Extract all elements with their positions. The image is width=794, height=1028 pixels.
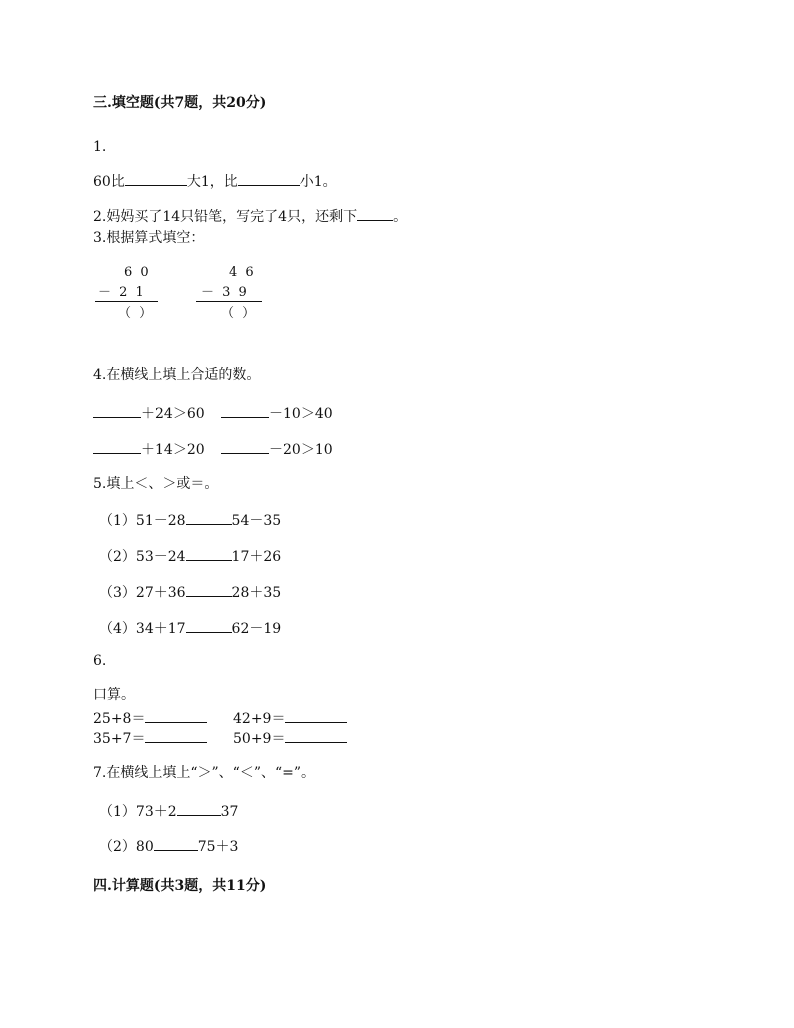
q5-item-3-right: 28＋35 <box>231 585 282 601</box>
section-4-heading: 四.计算题(共3题，共11分) <box>93 878 267 894</box>
q5-item-2-left: （2）53－24 <box>99 549 186 565</box>
q3-calc-2-top: 4 6 <box>229 265 256 280</box>
q6-item-4-expr: 50+9＝ <box>233 731 286 747</box>
q4-blank-1[interactable] <box>93 405 141 418</box>
q5-blank-1[interactable] <box>186 512 232 525</box>
q4-prompt: 4.在横线上填上合适的数。 <box>93 367 261 383</box>
q3-calc-2-answer[interactable]: （ ） <box>221 306 258 321</box>
q5-blank-4[interactable] <box>186 620 232 633</box>
q4-row-2-right <box>221 441 333 457</box>
q6-blank-1[interactable] <box>145 710 207 723</box>
q7-blank-2[interactable] <box>154 838 198 851</box>
q1-text-b: 大1，比 <box>186 174 238 190</box>
q6-item-3 <box>93 730 207 746</box>
q5-blank-3[interactable] <box>186 584 232 597</box>
q7-item-1-left: （1）73＋2 <box>99 804 177 820</box>
q2-line <box>93 208 407 224</box>
q7-item-2-left: （2）80 <box>99 839 154 855</box>
q4-expr-2: －10＞40 <box>269 406 333 422</box>
q7-blank-1[interactable] <box>177 803 221 816</box>
q1-blank-2[interactable] <box>238 173 300 186</box>
q3-calc-1-answer[interactable]: （ ） <box>118 306 155 321</box>
q3-calc-1-rule <box>95 301 158 302</box>
q2-text-a: 2.妈妈买了14只铅笔，写完了4只，还剩下 <box>93 209 358 225</box>
section-3-heading: 三.填空题(共7题，共20分) <box>93 95 267 111</box>
q5-item-4 <box>99 620 281 636</box>
q4-blank-2[interactable] <box>221 405 269 418</box>
q1-number: 1. <box>93 139 107 155</box>
q7-item-2 <box>99 838 238 854</box>
q7-item-1 <box>99 803 238 819</box>
q7-item-1-right: 37 <box>220 804 239 820</box>
q1-blank-1[interactable] <box>125 173 187 186</box>
q6-number: 6. <box>93 653 107 669</box>
q5-item-1 <box>99 512 281 528</box>
q6-item-2-expr: 42+9＝ <box>233 711 286 727</box>
q5-item-3-left: （3）27＋36 <box>99 585 186 601</box>
q4-expr-1: ＋24＞60 <box>141 406 205 422</box>
q5-item-1-left: （1）51－28 <box>99 513 186 529</box>
q6-item-1 <box>93 710 207 726</box>
q6-blank-2[interactable] <box>285 710 347 723</box>
q4-expr-4: －20＞10 <box>269 442 333 458</box>
q5-item-4-left: （4）34＋17 <box>99 621 186 637</box>
q7-item-2-right: 75＋3 <box>197 839 239 855</box>
q4-blank-3[interactable] <box>93 441 141 454</box>
q1-text-a: 60比 <box>93 174 125 190</box>
q1-line <box>93 173 337 189</box>
q2-text-b: 。 <box>393 209 408 225</box>
q5-item-2-right: 17＋26 <box>231 549 282 565</box>
q4-row-2-left <box>93 441 205 457</box>
q3-calc-1-top: 6 0 <box>124 265 151 280</box>
q3-calc-1-bottom: － 2 1 <box>98 285 146 300</box>
q4-blank-4[interactable] <box>221 441 269 454</box>
q7-prompt: 7.在横线上填上“＞”、“＜”、“=”。 <box>93 765 316 781</box>
q6-prompt: 口算。 <box>93 687 135 703</box>
q6-item-3-expr: 35+7＝ <box>93 731 146 747</box>
q3-calc-2-bottom: － 3 9 <box>201 285 249 300</box>
q5-item-1-right: 54－35 <box>231 513 282 529</box>
q5-blank-2[interactable] <box>186 548 232 561</box>
q4-expr-3: ＋14＞20 <box>141 442 205 458</box>
q6-item-4 <box>233 730 347 746</box>
q5-prompt: 5.填上＜、＞或＝。 <box>93 476 219 492</box>
q3-calc-2-rule <box>196 301 262 302</box>
q6-blank-4[interactable] <box>285 730 347 743</box>
q5-item-4-right: 62－19 <box>231 621 282 637</box>
q5-item-3 <box>99 584 281 600</box>
q5-item-2 <box>99 548 281 564</box>
q6-item-2 <box>233 710 347 726</box>
q1-text-c: 小1。 <box>299 174 337 190</box>
q6-blank-3[interactable] <box>145 730 207 743</box>
q4-row-1-left <box>93 405 205 421</box>
q6-item-1-expr: 25+8＝ <box>93 711 146 727</box>
q4-row-1-right <box>221 405 333 421</box>
q3-prompt: 3.根据算式填空： <box>93 230 205 246</box>
q2-blank[interactable] <box>357 208 393 221</box>
